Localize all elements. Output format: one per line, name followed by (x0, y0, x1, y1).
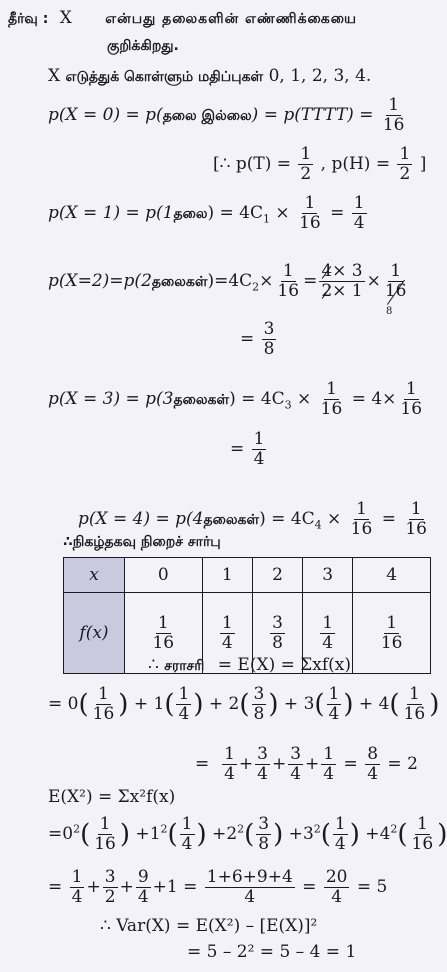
p2-comb-den (319, 282, 364, 301)
p3-den: 16 (320, 399, 343, 419)
p0-line (48, 96, 409, 135)
p2-den: 16 (277, 281, 300, 301)
fx-den: 8 (272, 632, 283, 653)
since-frac2 (397, 145, 412, 184)
p1-times: × (275, 203, 290, 223)
since-sep: , p(H) = (320, 154, 391, 174)
p2-res-frac (262, 320, 277, 359)
ex2-base: 1 (149, 824, 161, 844)
p3-res-num: 1 (253, 429, 265, 449)
p2-ta: தலைகள் (151, 274, 208, 290)
sum-den: 4 (224, 764, 235, 784)
mean-num: 1 (98, 684, 109, 704)
solution-heading (8, 8, 357, 29)
p4-mid: ) = 4C (259, 509, 315, 529)
p3-res-frac (252, 430, 267, 469)
mean-num: 1 (178, 684, 190, 704)
header-x: x (89, 565, 99, 585)
p3-lhs: p(X = 3) = p(3 (48, 389, 174, 409)
fx-num: 3 (272, 612, 283, 633)
p2-result: = $\frac{3}{8}$ (240, 319, 275, 359)
sum-num: 8 (367, 744, 379, 764)
mean-formula: = E(X) = Σxf(x) (217, 655, 352, 675)
p2-res-den: 8 (263, 339, 275, 359)
p3-frac (319, 380, 345, 419)
p2-frac2 (383, 262, 409, 301)
table-cell: 1 (202, 558, 252, 593)
ex2-base: 4 (379, 824, 391, 844)
table-row-x (64, 558, 431, 593)
p2-line: $p(X=2)=p(2தலைகள்)=4C_2\times$ $\frac{1}{16}$ = $\frac{4\times 3}{2\times 1}$ × $\frac{1}{16}$ (48, 261, 407, 301)
p4-frac (349, 500, 375, 539)
table-header-x (64, 558, 125, 593)
p3-line: p(X = 3) = p(3தலைகள்) = $4C_3$ × $\frac{1}{16}$ = 4× $\frac{1}{16}$ (48, 379, 423, 419)
table-header-fx (64, 593, 125, 674)
line1-text: என்பது தலைகளின் எண்ணிக்கையை (105, 11, 358, 27)
p1-sub: 1 (263, 212, 271, 226)
mean-num: 1 (408, 684, 420, 704)
fx-den: 4 (221, 632, 233, 653)
solution-label: தீர்வு : (8, 11, 49, 27)
ex2-num: 1 (416, 814, 428, 834)
mean-coef: 3 (303, 694, 315, 714)
p2-strike-2: 2 (321, 281, 333, 301)
p4-line: p(X = 4) = p(4தலைகள்) = $4C_4$ × $\frac{1}{16}$ = $\frac{1}{16}$ (78, 499, 427, 539)
sum-den: 4 (257, 764, 268, 784)
fx-den: 16 (380, 632, 403, 653)
mean-den: 8 (253, 704, 265, 724)
ex2-num: 1 (181, 814, 193, 834)
mean-coef: 0 (67, 694, 79, 714)
mean-coef: 1 (153, 694, 165, 714)
p4-rnum: 1 (410, 499, 422, 519)
sum-den: 4 (290, 764, 302, 784)
table-cell (353, 593, 431, 674)
sum-num: 3 (257, 744, 268, 764)
sum-den: 4 (323, 764, 335, 784)
mean-coef: 2 (228, 694, 240, 714)
table-cell: 0 (125, 558, 203, 593)
p0-lhs: p(X = 0) = p( (48, 105, 163, 125)
ex2-den: 4 (181, 834, 193, 854)
var-line2: = 5 – 2² = 5 – 4 = 1 (187, 942, 357, 962)
p3-ta: தலைகள் (173, 392, 230, 408)
mean-num: 3 (253, 684, 265, 704)
p4-res (403, 500, 429, 539)
ex2-den: 8 (258, 834, 270, 854)
sum-num: 3 (290, 744, 302, 764)
sum-den: 4 (367, 764, 379, 784)
mean-num: 1 (328, 684, 340, 704)
mean-ta: சராசரி (164, 658, 205, 674)
p3-num: 1 (326, 379, 337, 399)
since-den1: 2 (300, 164, 312, 184)
ex2-sum-num: 1 (71, 867, 83, 887)
mean-line2: = $\frac{1}{4}$ + $\frac{3}{4}$ + $\frac{3}{4}$ + $\frac{1}{4}$ = $\frac{8}{4}$ = 2 (195, 744, 418, 784)
fx-num: 1 (322, 612, 334, 633)
p1-line (48, 194, 369, 233)
table-cell: 2 (252, 558, 302, 593)
ex2-sum-den: 2 (104, 887, 116, 907)
p1-rden: 4 (353, 213, 365, 233)
p3-res-den: 4 (253, 449, 265, 469)
p1-frac (297, 194, 323, 233)
p1-res (352, 194, 367, 233)
p2-strike-4: 4 (321, 261, 333, 281)
p3-sub: 3 (284, 398, 292, 412)
values-line (48, 66, 371, 87)
since-line (213, 145, 426, 184)
since-frac1 (298, 145, 313, 184)
ex2-big-num: 1+6+9+4 (206, 867, 293, 887)
ex2-num: 3 (258, 814, 270, 834)
p2-frac (275, 262, 301, 301)
p4-lhs: p(X = 4) = p(4 (78, 509, 204, 529)
ex2-num: 1 (99, 814, 111, 834)
p1-num: 1 (304, 193, 316, 213)
mean-line1: = 0( $\frac{1}{16}$ ) + 1( $\frac{1}{4}$ ) + 2( $\frac{3}{8}$ ) + 3( $\frac{1}{4}$ ) + 4( $\frac{1}{16}$ ) (48, 684, 440, 724)
since-num2: 1 (399, 144, 411, 164)
values-list: 0, 1, 2, 3, 4. (268, 66, 372, 86)
p4-ta: தலைகள் (203, 512, 260, 528)
ex2-sum-den: 4 (137, 887, 149, 907)
p2-comb-num (319, 262, 364, 282)
ex2-n2: 20 (325, 867, 348, 887)
p1-eq: = (330, 203, 345, 223)
values-var: X (48, 66, 61, 86)
p4-sub: 4 (314, 518, 322, 532)
p2-f2-num: 1 (390, 261, 402, 281)
ex2-big-den: 4 (244, 887, 256, 907)
ex2-line1: $=0^2$( $\frac{1}{16}$ ) $+1^2$( $\frac{1}{4}$ ) $+2^2$( $\frac{3}{8}$ ) $+3^2$( $\frac{1}{4}$ ) $+4^2$( $\frac{1}{16}$ ) (48, 814, 447, 854)
p0-frac (381, 96, 407, 135)
p2-mid: )=4C (207, 271, 253, 291)
mean-therefore: ∴ (148, 655, 159, 675)
since-den2: 2 (399, 164, 411, 184)
sum-num: 1 (224, 744, 235, 764)
p1-mid: ) = 4C (207, 203, 264, 223)
p2-lhs: p(X=2)=p(2 (48, 271, 152, 291)
fx-num: 1 (157, 612, 169, 633)
p3-frac2 (398, 380, 424, 419)
p0-den: 16 (382, 115, 405, 135)
ex2-plus1: +1 = (152, 877, 198, 897)
p0-num: 1 (388, 95, 400, 115)
fx-num: 1 (221, 612, 233, 633)
mean-den: 4 (328, 704, 340, 724)
p1-rnum: 1 (353, 193, 365, 213)
ex2-sum-den: 4 (71, 887, 83, 907)
dist-title: ∴நிகழ்தகவு நிறைச் சார்பு (63, 534, 221, 550)
p2-tiny-8: 8 (386, 306, 393, 317)
p2-num: 1 (282, 261, 294, 281)
ex2-den: 4 (334, 834, 346, 854)
ex2-sum-num: 9 (137, 867, 149, 887)
p2-sub: 2 (252, 280, 260, 294)
header-fx: f(x) (79, 623, 109, 643)
sum-num: 1 (323, 744, 335, 764)
line1-cont: குறிக்கிறது. (107, 38, 179, 54)
since-close: ] (419, 154, 427, 174)
ex2-den: 16 (411, 834, 434, 854)
values-text: எடுத்துக் கொள்ளும் மதிப்புகள் (65, 69, 264, 85)
ex2-label: E(X²) = Σx²f(x) (48, 787, 176, 807)
p0-ta: தலை இல்லை (162, 108, 252, 124)
ex2-den: 16 (94, 834, 116, 854)
p0-mid: ) = p(TTTT) = (251, 105, 374, 125)
p2-f2-den: 16 (384, 281, 407, 301)
var-line1: ∴ Var(X) = E(X²) – [E(X)]² (100, 916, 318, 936)
p2-res-num: 3 (263, 319, 275, 339)
since-open: [∴ p(T) = (213, 154, 291, 174)
p4-num: 1 (356, 499, 367, 519)
ex2-sum-num: 3 (104, 867, 116, 887)
p1-lhs: p(X = 1) = p(1 (48, 203, 174, 223)
p4-rden: 16 (405, 519, 427, 539)
mean-den: 16 (92, 704, 115, 724)
p3-mid: ) = 4C (229, 389, 285, 409)
ex2-d2: 4 (331, 887, 343, 907)
ex2-result: = 5 (356, 877, 388, 897)
p3-rnum: 1 (405, 379, 417, 399)
p2-num-b: × 3 (332, 261, 363, 281)
fx-num: 1 (386, 612, 398, 633)
p1-ta: தலை (173, 206, 208, 222)
fx-den: 4 (322, 632, 334, 653)
var-x: X (59, 8, 72, 28)
p3-result: = $\frac{1}{4}$ (230, 429, 265, 469)
mean-den: 16 (403, 704, 426, 724)
p2-den-b: × 1 (332, 281, 363, 301)
since-num1: 1 (300, 144, 312, 164)
table-cell: 3 (303, 558, 353, 593)
ex2-base: 3 (302, 824, 314, 844)
p2-comb (319, 262, 364, 301)
p1-den: 16 (299, 213, 321, 233)
p4-den: 16 (350, 519, 373, 539)
ex2-num: 1 (334, 814, 346, 834)
mean-result: = 2 (387, 754, 418, 774)
mean-coef: 4 (378, 694, 390, 714)
ex2-base: 0 (62, 824, 74, 844)
fx-den: 16 (152, 632, 175, 653)
ex2-line2: = $\frac{1}{4}$ + $\frac{3}{2}$ + $\frac{9}{4}$ +1 = $\frac{1+6+9+4}{4}$ = $\frac{20}{4}$ = 5 (48, 867, 388, 907)
table-cell: 4 (353, 558, 431, 593)
mean-line (148, 655, 351, 676)
p3-eq: = 4× (351, 389, 397, 409)
mean-den: 4 (178, 704, 190, 724)
p3-rden: 16 (400, 399, 423, 419)
ex2-base: 2 (226, 824, 238, 844)
